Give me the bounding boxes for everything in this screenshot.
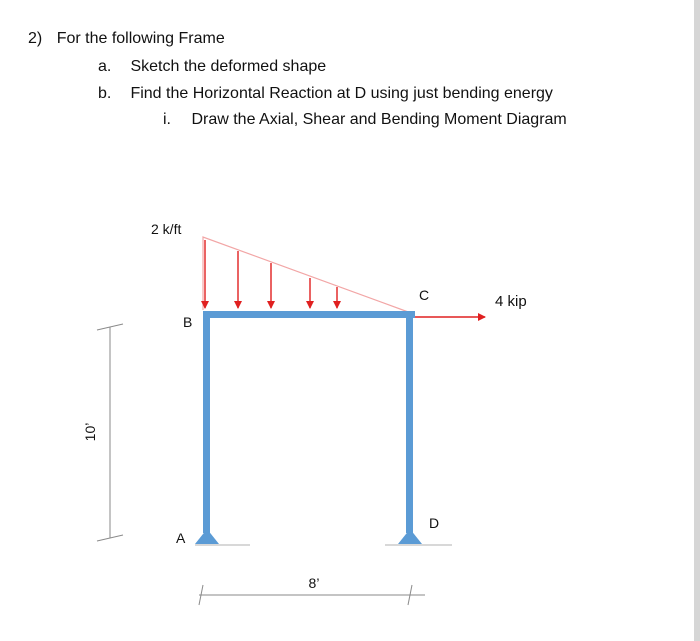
column-ab xyxy=(203,312,210,533)
force-label: 4 kip xyxy=(495,293,527,310)
item-a-text: Sketch the deformed shape xyxy=(130,58,327,75)
node-label-c: C xyxy=(419,287,430,303)
beam-bc xyxy=(203,311,415,318)
support-d xyxy=(385,529,452,545)
frame-members xyxy=(203,311,415,533)
item-a-marker: a. xyxy=(98,58,112,75)
load-outline xyxy=(203,237,411,313)
distributed-load xyxy=(203,237,411,313)
item-i-text: Draw the Axial, Shear and Bending Moment Diagram xyxy=(191,111,567,128)
span-dimension xyxy=(199,575,425,605)
item-b-marker: b. xyxy=(98,85,112,102)
pin-support-a xyxy=(195,529,219,544)
load-label: 2 k/ft xyxy=(151,221,182,237)
height-dim-label: 10’ xyxy=(82,422,98,442)
height-dimension xyxy=(82,324,123,541)
span-dim-label: 8’ xyxy=(308,575,320,591)
pin-support-d xyxy=(398,529,422,544)
question-number: 2) xyxy=(28,30,43,47)
question-title: For the following Frame xyxy=(56,30,225,47)
item-b-text: Find the Horizontal Reaction at D using just bending energy xyxy=(130,85,553,102)
node-label-a: A xyxy=(176,530,186,546)
node-label-d: D xyxy=(429,515,440,531)
node-label-b: B xyxy=(183,314,193,330)
item-i-marker: i. xyxy=(163,111,171,128)
column-cd xyxy=(406,312,413,533)
